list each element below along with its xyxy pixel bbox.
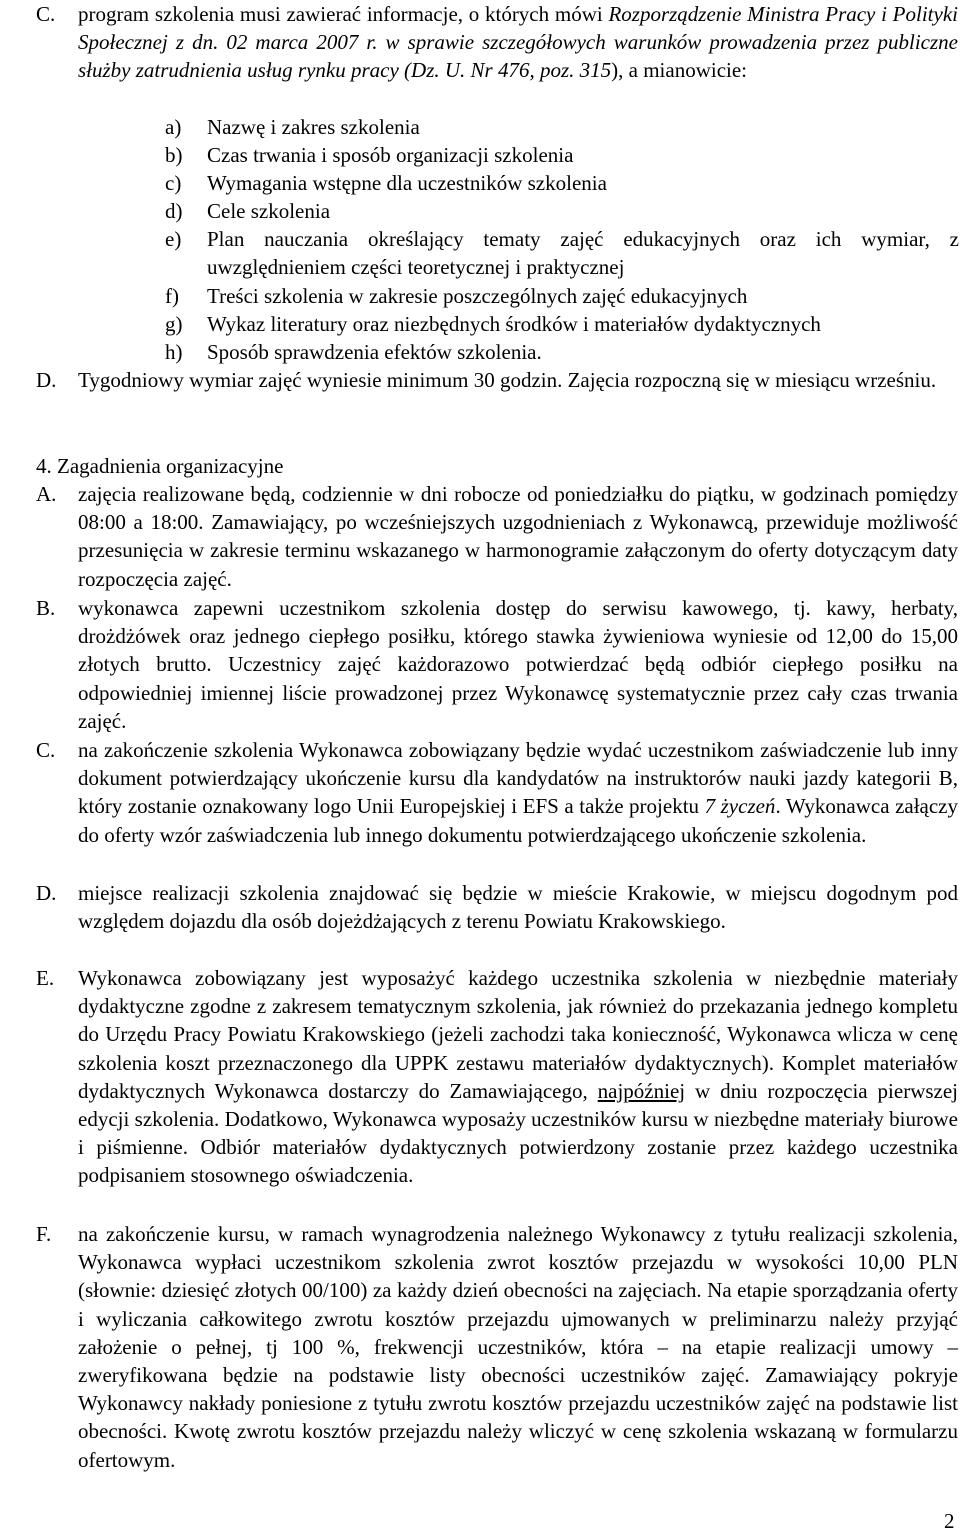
organizational-item-e: [36, 964, 958, 1190]
sub-item-b: [165, 141, 959, 169]
item-text-end: w dniu rozpoczęcia pierwszej edycji szkolenia. Dodatkowo, Wykonawca wyposaży uczestników kursu w niezbędne materiały biurowe i piśmienne. Odbiór materiałów dydaktycznych potwierdzony zostanie przez każdego uczestnika podpisaniem stosownego oświadczenia.: [78, 1078, 959, 1188]
sub-item-marker: f): [165, 284, 179, 308]
item-marker: F.: [36, 1222, 52, 1246]
sub-item-marker: c): [165, 171, 182, 195]
sub-item-a: [165, 113, 959, 141]
item-text: wykonawca zapewni uczestnikom szkolenia dostęp do serwisu kawowego, tj. kawy, herbaty, drożdżówek oraz jednego ciepłego posiłku, którego stawka żywieniowa wyniesie od 12,00 do 15,00 złotych brutto. Uczestnicy zajęć każdorazowo potwierdzać będą odbiór ciepłego posiłku na odpowiedniej imiennej liście prowadzonej przez Wykonawcę systematycznie przez cały czas trwania zajęć.: [78, 596, 958, 733]
sub-item-g: [165, 310, 959, 338]
section-heading: 4. Zagadnienia organizacyjne: [36, 454, 284, 478]
sub-item-c: [165, 169, 959, 197]
sub-item-f: [165, 282, 959, 310]
sub-item-text: Treści szkolenia w zakresie poszczególnych zajęć edukacyjnych: [207, 284, 748, 308]
sub-item-d: [165, 197, 959, 225]
section-c: [36, 0, 958, 85]
sub-item-text: Czas trwania i sposób organizacji szkolenia: [207, 143, 574, 167]
sub-item-text: Wykaz literatury oraz niezbędnych środków i materiałów dydaktycznych: [207, 312, 821, 336]
item-text-end: . Wykonawca załączy do oferty wzór zaświadczenia lub innego dokumentu potwierdzającego ukończenie szkolenia.: [78, 794, 959, 847]
item-text: miejsce realizacji szkolenia znajdować się będzie w mieście Krakowie, w miejscu dogodnym pod względem dojazdu dla osób dojeżdżających z terenu Powiatu Krakowskiego.: [78, 881, 958, 934]
organizational-item-a: [36, 480, 958, 593]
sub-item-text: Nazwę i zakres szkolenia: [207, 115, 420, 139]
item-text: na zakończenie kursu, w ramach wynagrodzenia należnego Wykonawcy z tytułu realizacji szkolenia, Wykonawca wypłaci uczestnikom szkolenia zwrot kosztów przejazdu w wysokości 10,00 PLN (słownie: dziesięć złotych 00/100) za każdy dzień obecności na zajęciach. Na etapie sporządzania oferty i wyliczania całkowitego zwrotu kosztów przejazdu ujmowanych w preliminarzu należy przyjąć założenie o pełnej, tj 100 %, frekwencji uczestników, która – na etapie realizacji umowy – zweryfikowana będzie na podstawie listy obecności uczestników zajęć. Zamawiający pokryje Wykonawcy nakłady poniesione z tytułu zwrotu kosztów przejazdu uczestników zajęć na podstawie list obecności. Kwotę zwrotu kosztów przejazdu należy wliczyć w cenę szkolenia wskazaną w formularzu ofertowym.: [78, 1222, 958, 1472]
sub-item-text: Plan nauczania określający tematy zajęć edukacyjnych oraz ich wymiar, z uwzględnieniem części teoretycznej i praktycznej: [207, 227, 959, 280]
section-d: [36, 366, 958, 394]
page-number: 2: [944, 1509, 955, 1533]
sub-item-marker: a): [165, 115, 182, 139]
sub-item-text: Wymagania wstępne dla uczestników szkolenia: [207, 171, 607, 195]
section-c-text: [78, 0, 958, 85]
item-text-start: na zakończenie szkolenia Wykonawca zobowiązany będzie wydać uczestnikom zaświadczenie lub inny dokument potwierdzający ukończenie kursu dla kandydatów na instruktorów nauki jazdy kategorii B, który zostanie oznakowany logo Unii Europejskiej i EFS a także projektu: [78, 738, 958, 819]
sub-item-marker: d): [165, 199, 183, 223]
item-marker: A.: [36, 482, 57, 506]
item-marker: D.: [36, 881, 57, 905]
item-marker: C.: [36, 738, 56, 762]
sub-item-text: Sposób sprawdzenia efektów szkolenia.: [207, 340, 542, 364]
item-marker: E.: [36, 966, 55, 990]
sub-item-h: [165, 338, 959, 366]
sub-item-e: [165, 225, 959, 281]
item-text: [78, 964, 958, 1190]
item-text: zajęcia realizowane będą, codziennie w dni robocze od poniedziałku do piątku, w godzinach pomiędzy 08:00 a 18:00. Zamawiający, po wcześniejszych uzgodnieniach z Wykonawcą, przewiduje możliwość przesunięcia w zakresie terminu wskazanego w harmonogramie załączonym do oferty dotyczącym daty rozpoczęcia zajęć.: [78, 482, 958, 591]
organizational-item-c: [36, 736, 958, 849]
sub-item-marker: b): [165, 143, 183, 167]
sub-item-marker: h): [165, 340, 183, 364]
section-d-marker: D.: [36, 368, 57, 392]
section-c-text-start: program szkolenia musi zawierać informacje, o których mówi: [78, 2, 609, 26]
item-text-start: Wykonawca zobowiązany jest wyposażyć każdego uczestnika szkolenia w niezbędnie materiały dydaktyczne zgodne z zakresem tematycznym szkolenia, jak również do przekazania jednego kompletu do Urzędu Pracy Powiatu Krakowskiego (jeżeli zachodzi taka konieczność, Wykonawca wlicza w cenę szkolenia koszt przeznaczonego dla UPPK zestawu materiałów dydaktycznych). Komplet materiałów dydaktycznych Wykonawca dostarczy do Zamawiającego,: [78, 966, 958, 1103]
item-marker: B.: [36, 596, 56, 620]
section-c-regulation-citation: Rozporządzenie Ministra Pracy i Polityki Społecznej z dn. 02 marca 2007 r. w sprawie szczegółowych warunków prowadzenia przez publiczne służby zatrudnienia usług rynku pracy (Dz. U. Nr 476, poz. 315: [78, 2, 958, 83]
sub-item-marker: e): [165, 227, 182, 251]
sub-item-text: Cele szkolenia: [207, 199, 331, 223]
organizational-item-b: [36, 594, 958, 735]
section-c-marker: C.: [36, 2, 56, 26]
organizational-item-f: [36, 1220, 958, 1474]
organizational-item-d: [36, 879, 958, 935]
section-c-text-end: ), a mianowicie:: [611, 58, 748, 83]
section-d-text: Tygodniowy wymiar zajęć wyniesie minimum 30 godzin. Zajęcia rozpoczną się w miesiącu wrześniu.: [78, 368, 937, 392]
underlined-deadline: najpóźniej: [597, 1078, 686, 1103]
project-name: 7 życzeń: [704, 794, 776, 819]
sub-item-marker: g): [165, 312, 183, 336]
item-text: [78, 736, 958, 849]
